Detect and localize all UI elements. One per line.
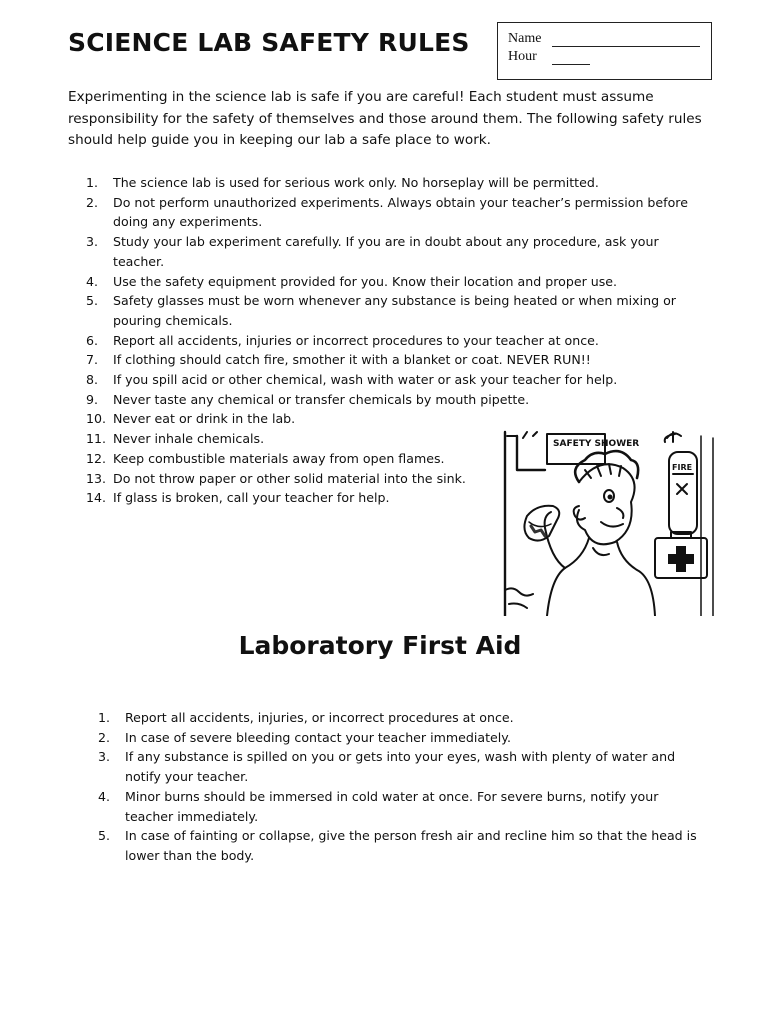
first-aid-list <box>98 708 698 866</box>
rule-text: Do not throw paper or other solid material into the sink. <box>113 470 466 486</box>
rule-text: If you spill acid or other chemical, wash with water or ask your teacher for help. <box>113 372 618 388</box>
aid-number: 5. <box>98 828 111 844</box>
list-item <box>86 193 691 232</box>
rule-text: If clothing should catch fire, smother it with a blanket or coat. NEVER RUN!! <box>113 352 591 368</box>
rule-number: 13. <box>86 470 107 486</box>
list-item <box>86 232 691 271</box>
list-item <box>98 787 698 826</box>
list-item <box>86 350 691 370</box>
list-item <box>98 747 698 786</box>
first-aid-title: Laboratory First Aid <box>238 631 522 660</box>
name-hour-box <box>497 22 712 80</box>
rule-number: 14. <box>86 490 107 506</box>
list-item <box>98 728 698 748</box>
hour-row <box>508 47 711 65</box>
rule-text: Do not perform unauthorized experiments. Always obtain your teacher’s permission before doing any experiments. <box>113 194 688 230</box>
hour-field[interactable] <box>552 52 590 65</box>
rule-text: Never eat or drink in the lab. <box>113 411 296 427</box>
list-item <box>86 390 691 410</box>
rule-number: 6. <box>86 332 99 348</box>
list-item <box>86 291 691 330</box>
rule-text: Never taste any chemical or transfer chemicals by mouth pipette. <box>113 391 530 407</box>
list-item <box>86 409 691 429</box>
rule-text: Keep combustible materials away from open flames. <box>113 450 445 466</box>
rule-text: Safety glasses must be worn whenever any substance is being heated or when mixing or pouring chemicals. <box>113 293 676 328</box>
aid-number: 3. <box>98 749 111 765</box>
rule-number: 1. <box>86 175 99 190</box>
rule-number: 7. <box>86 352 99 368</box>
extinguisher-text: FIRE <box>672 463 693 472</box>
name-field[interactable] <box>552 34 700 47</box>
name-label: Name <box>508 31 542 46</box>
list-item <box>98 708 698 728</box>
rule-number: 8. <box>86 372 99 388</box>
aid-text: If any substance is spilled on you or gets into your eyes, wash with plenty of water and notify your teacher. <box>125 749 676 785</box>
list-item <box>86 272 691 292</box>
aid-text: Minor burns should be immersed in cold water at once. For severe burns, notify your teacher immediately. <box>125 788 659 824</box>
rule-number: 12. <box>86 450 107 466</box>
rule-text: If glass is broken, call your teacher for help. <box>113 490 390 506</box>
list-item <box>86 173 691 193</box>
rule-number: 11. <box>86 431 107 447</box>
rule-text: Study your lab experiment carefully. If you are in doubt about any procedure, ask your teacher. <box>113 234 659 269</box>
rule-text: Use the safety equipment provided for you. Know their location and proper use. <box>113 273 618 289</box>
rule-number: 2. <box>86 194 99 210</box>
list-item <box>86 331 691 351</box>
shower-sign-text: SAFETY SHOWER <box>553 439 640 449</box>
rule-text: Never inhale chemicals. <box>113 431 265 447</box>
list-item <box>98 826 698 865</box>
hour-label: Hour <box>508 49 537 64</box>
rule-number: 4. <box>86 273 99 289</box>
rule-number: 3. <box>86 234 99 250</box>
aid-number: 2. <box>98 729 111 745</box>
rule-number: 9. <box>86 391 99 407</box>
rule-number: 5. <box>86 293 99 309</box>
page-title: SCIENCE LAB SAFETY RULES <box>68 28 470 57</box>
rule-number: 10. <box>86 411 107 427</box>
name-row <box>508 29 711 47</box>
lab-safety-illustration <box>497 430 721 616</box>
aid-text: Report all accidents, injuries, or incorrect procedures at once. <box>125 710 514 725</box>
aid-text: In case of fainting or collapse, give the person fresh air and recline him so that the head is lower than the body. <box>125 828 697 863</box>
aid-text: In case of severe bleeding contact your teacher immediately. <box>125 729 511 745</box>
rule-text: The science lab is used for serious work only. No horseplay will be permitted. <box>113 175 599 190</box>
aid-number: 1. <box>98 710 111 725</box>
aid-number: 4. <box>98 788 111 804</box>
list-item <box>86 370 691 390</box>
intro-paragraph: Experimenting in the science lab is safe if you are careful! Each student must assume responsibility for the safety of themselves and those around them. The following safety rules should help guide you in keeping our lab a safe place to work. <box>68 89 702 148</box>
rule-text: Report all accidents, injuries or incorrect procedures to your teacher at once. <box>113 332 599 348</box>
